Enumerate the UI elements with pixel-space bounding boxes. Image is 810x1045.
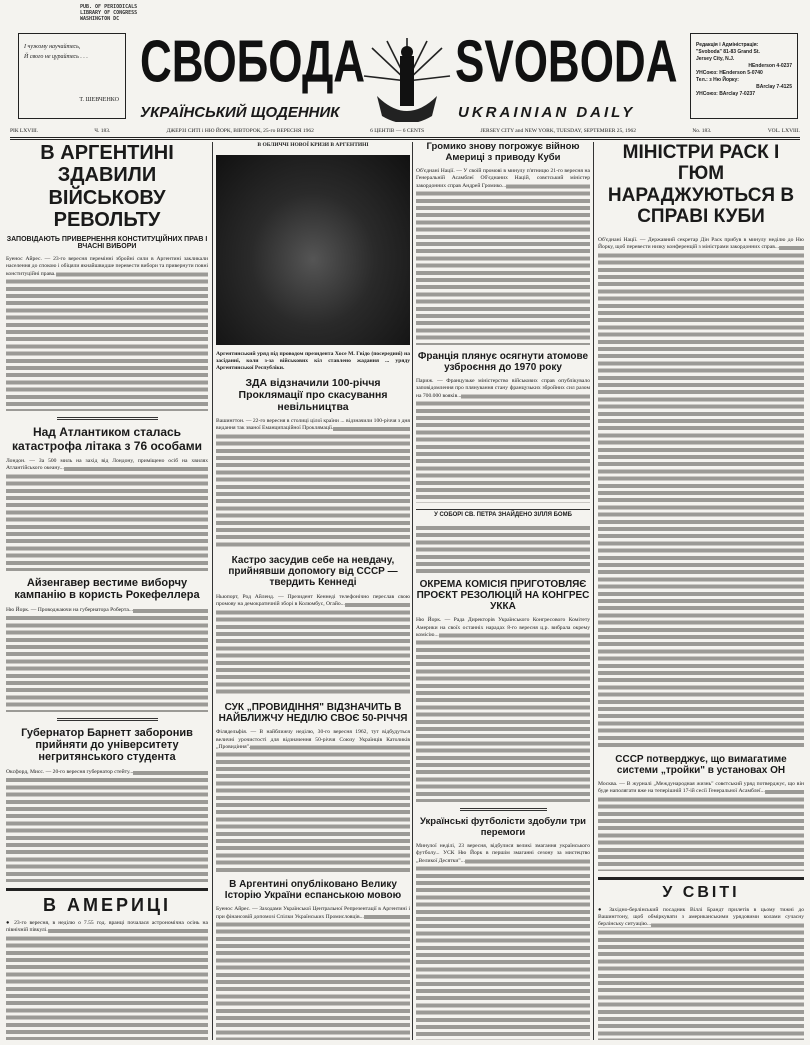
divider (57, 417, 158, 420)
column-rule (593, 142, 594, 1040)
headline: Франція плянує осягнути атомове узброєння до 1970 року (417, 350, 589, 374)
photo-caption: Аргентинський уряд під проводом президента Хосе М. Гвідо (посередині) на засіданні, коли з-за військових кіл ставлено жадання ... уряду Аргентинської Республіки. (216, 351, 410, 371)
masthead-title-en: SVOBODA (455, 28, 678, 95)
column-4 (598, 142, 804, 1040)
headline: ОКРЕМА КОМІСІЯ ПРИГОТОВЛЯЄ ПРОЄКТ РЕЗОЛЮЦІЙ НА КОНГРЕС УККА (416, 578, 590, 613)
emblem-icon (362, 36, 452, 122)
masthead-subtitle-uk: УКРАЇНСЬКИЙ ЩОДЕННИК (140, 104, 340, 121)
article-body: Об'єднані Нації. — Державний секретар Дін Раск прибув в минулу неділю до Ню Йорку, щоб перевести низку конференцій з міністрами закордонних справ... (598, 237, 804, 747)
headline: ЗДА відзначили 100-річчя Проклямації про скасування невільництва (238, 377, 388, 413)
headline: Українські футболісти здобули три перемоги (420, 815, 586, 838)
article-body: Вашингтон. — 22-го вересня в столиці цілої країни ... відзначили 100-річчя з дня видання так званої Еманципаційної Проклямації. (216, 418, 410, 549)
headline: У СВІТІ (662, 883, 740, 901)
article-ministers (598, 142, 804, 748)
article-body: Оксфорд, Мисс. — 20-го вересня губернатор стейту... (6, 769, 208, 882)
headline: В АРГЕНТИНІ ЗДАВИЛИ ВІЙСЬКОВУ РЕВОЛЬТУ (40, 142, 174, 232)
article-body: Буенос Айрес. — Заходами Української Центральної Репрезентації в Аргентині і при фінансовій допомозі Спілки Українських Промисловців... (216, 906, 410, 1040)
column-1 (6, 142, 208, 1040)
article-history (216, 879, 410, 1040)
section-america (6, 888, 208, 1040)
article-barnett (6, 727, 208, 882)
article-ussr (598, 754, 804, 871)
headline: СУК „ПРОВИДІННЯ" ВІДЗНАЧИТЬ В НАЙБЛИЖЧУ НЕДІЛЮ СВОЄ 50-РІЧЧЯ (218, 701, 408, 725)
article-body: Лондон. — За 500 миль на захід від Лондону, приміщено осіб на хвилях Атлантійського океану... (6, 458, 208, 571)
article-atlantic (6, 426, 208, 571)
article-body: Об'єднані Нації. — У своїй промові в минулу п'ятницю 21-го вересня на Генеральній Асамблеї Об'єднаних Націй, совєтський міністер закордонних справ Андрей Громико... (416, 168, 590, 345)
article-zda (216, 378, 410, 549)
headline: Кастро засудив себе на невдачу, прийнявши допомогу від СССР — твердить Кеннеді (228, 555, 398, 589)
headline: Громико знову погрожує війною Америці з приводу Куби (426, 141, 580, 163)
article-body (416, 524, 590, 573)
article-sobor (416, 509, 590, 573)
quote-line: І чужому научайтесь, (24, 44, 81, 50)
photo-title: В ОБЛИЧЧІ НОВОЇ КРИЗИ В АРГЕНТИНІ (257, 142, 369, 148)
column-rule (212, 142, 213, 1040)
news-photo (216, 155, 410, 345)
article-body: Філядельфія. — В найближчу неділю, 30-го вересня 1962, тут відбудуться величні урочистості для відзначення 50-річчя Союзу Українців Католиків „Провидіння". (216, 729, 410, 873)
article-body: Ню Йорк. — Проводжаючи на губернатора Роберта... (6, 607, 208, 712)
headline: ЗАПОВІДАЮТЬ ПРИВЕРНЕННЯ КОНСТИТУЦІЙНИХ ПРАВ І ВЧАСНІ ВИБОРИ (6, 235, 208, 251)
headline: МІНІСТРИ РАСК І ГЮМ НАРАДЖУЮТЬСЯ В СПРАВІ КУБИ (607, 142, 795, 227)
article-body: Париж. — Французьке міністерство військових справ опублікувало заповідомлення про плянування стану французьких збройних сил разом на 700.000 вояків... (416, 378, 590, 503)
article-football (416, 817, 590, 1040)
article-body: Минулої неділі, 23 вересня, відбулися великі змагання українського футболу... УСК Ню Йорк в першім змаганні сезону за мистецтво „Великої Десятки"... (416, 843, 590, 1040)
shevchenko-quote-box (18, 33, 126, 119)
article-body: Ню Йорк. — Рада Директорів Українського Конгресового Комітету Америки на своїх останніх нарадах 8-го вересня ц.р. вибрала окрему комісію... (416, 617, 590, 802)
headline: В Аргентині опубліковано Велику Історію України еспанською мовою (224, 879, 402, 902)
dateline: РІК LXVIII. Ч. 183. ДЖЕРЗІ СИТІ і НЮ ЙОРК, ВІВТОРОК, 25-го ВЕРЕСНЯ 1962 6 ЦЕНТІВ — 6 CENTS JERSEY CITY and NEW YORK, TUESDAY, SEPTEMBER 25, 1962 No. 183. VOL. LXVIII. (10, 128, 800, 140)
article-commission (416, 579, 590, 802)
article-body: Ньюпорт, Род Айленд. — Президент Кеннеді телефонічно переслав свою промову на демократичній зборі в Колюмбус, Огайо... (216, 594, 410, 696)
column-rule (412, 142, 413, 1040)
address-box: Редакція і Адміністрація: "Svoboda" 81-83 Grand St. Jersey City, N.J. HEnderson 4-0237 УНСоюз: HEnderson 5-0740 Тел.: з Ню Йорку: BArclay 7-4125 УНСоюз: BArclay 7-0237 (690, 33, 798, 119)
quote-line: Й свого не цурайтесь . . . (24, 54, 88, 60)
article-france (416, 351, 590, 503)
headline: У СОБОРІ СВ. ПЕТРА ЗНАЙДЕНО ЗІЛЛЯ БОМБ (434, 511, 572, 518)
column-2 (216, 142, 410, 1040)
quote-author: Т. ШЕВЧЕНКО (79, 97, 119, 103)
headline: Над Атлантиком сталась катастрофа літака з 76 особами (12, 425, 202, 453)
article-body: Буенос Айрес. — 23-го вересня перемінні збройні сили в Аргентині закликали населення до спокою і обіцяли якнайшвидше перевести вибори та привернути повні конституційні права. (6, 256, 208, 411)
column-3 (416, 142, 590, 1040)
headline: Айзенгавер вестиме виборчу кампанію в користь Рокефеллера (14, 577, 200, 602)
section-world (598, 877, 804, 1040)
divider (460, 808, 547, 811)
article-body: ● Західно-берлінський посадник Віллі Брандт прилетів в цьому тижні до Вашингтону, щоб обміркувати з американськими урядовими колами сучасну берлінську ситуацію... (598, 907, 804, 1040)
divider (57, 718, 158, 721)
masthead-subtitle-en: UKRAINIAN DAILY (458, 104, 636, 121)
article-argentina (6, 142, 208, 411)
article-body: Москва. — В журналі „Международная жизнь" совєтський уряд потверджує, що він буде наполягати вже на теперішній 17-ій сесії Генеральної Асамблеї... (598, 781, 804, 871)
article-gromyko (416, 142, 590, 345)
headline: СССР потверджує, що вимагатиме системи „тройки" в установах ОН (615, 753, 787, 776)
article-body: ● 23-го вересня, в неділю о 7.55 год. вранці почалася астрономічна осінь на північній півкулі. (6, 920, 208, 1040)
library-stamp: PUB. OF PERIODICALS LIBRARY OF CONGRESS WASHINGTON DC (80, 4, 138, 22)
headline: В АМЕРИЦІ (42, 895, 172, 916)
headline: Губернатор Барнетт заборонив прийняти до університету негритянського студента (21, 726, 193, 764)
masthead-title-uk: СВОБОДА (140, 28, 366, 95)
article-suk (216, 702, 410, 873)
article-eisenhower (6, 577, 208, 712)
article-castro (216, 555, 410, 696)
